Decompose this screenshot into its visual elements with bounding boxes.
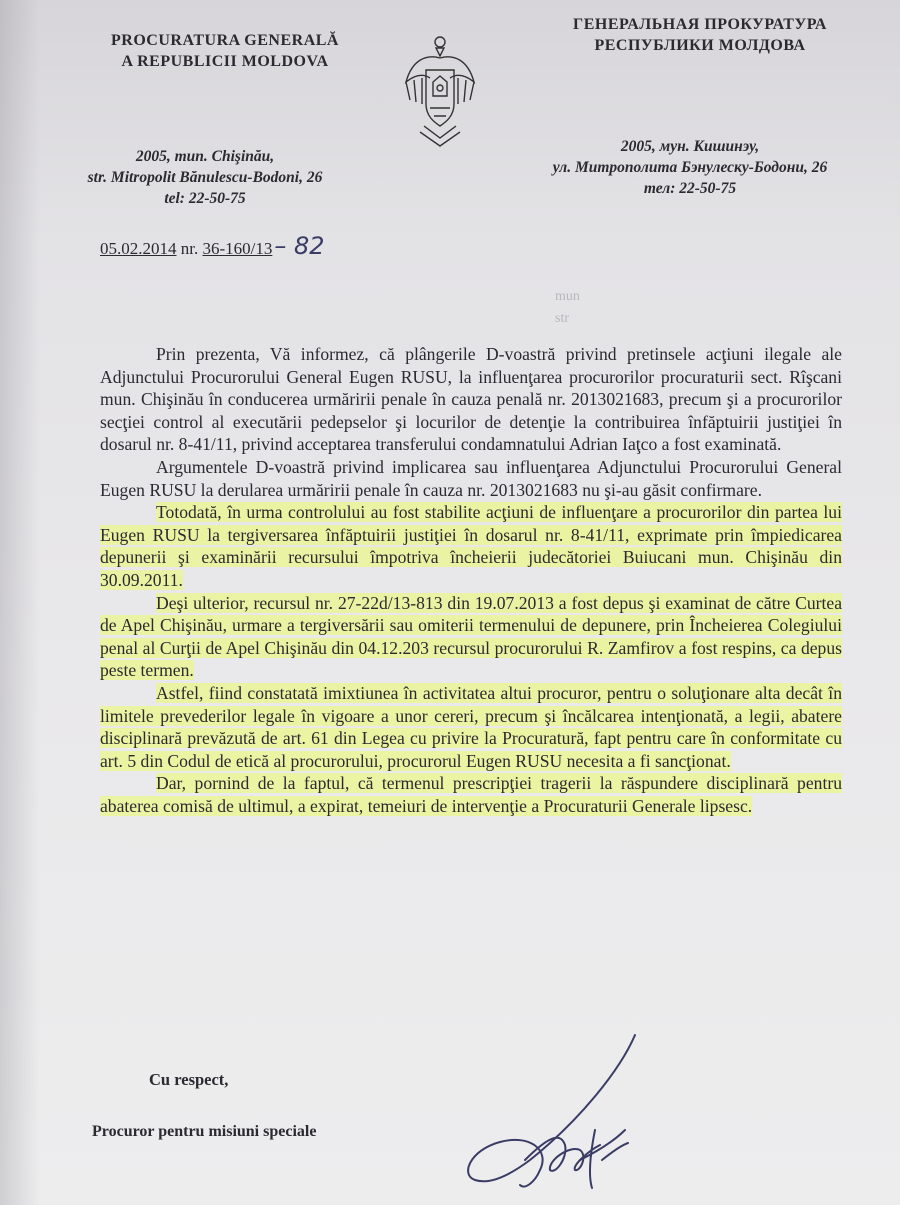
paragraph-5 [100, 682, 842, 772]
header-russian [520, 14, 880, 56]
letter-body [100, 343, 842, 817]
paragraph-2: Argumentele D-voastră privind implicarea sau influenţarea Adjunctului Procurorului General Eugen RUSU la derularea urmăririi penale în cauza nr. 2013021683 nu şi-au găsit confirmare. [100, 456, 842, 500]
address-romanian [40, 146, 370, 209]
reference-line [100, 232, 325, 260]
address-ru-street: ул. Митрополита Бэнулеску-Бодони, 26 [552, 159, 828, 176]
highlighted-text: Totodată, în urma controlului au fost stabilite acţiuni de influenţare a procurorilor din partea lui Eugen RUSU la tergiversarea înfăptuirii justiţiei în dosarul nr. 8-41/11, exprimate prin împiedicarea depunerii şi examinării recursului împotriva încheierii judecătoriei Buiucani mun. Chişinău din 30.09.2011. [100, 502, 842, 590]
page-shadow [0, 0, 40, 1205]
recipient-address [555, 286, 580, 330]
header-romanian [70, 30, 380, 72]
reference-date: 05.02.2014 [100, 239, 177, 258]
highlighted-text: Deşi ulterior, recursul nr. 27-22d/13-813 din 19.07.2013 a fost depus şi examinat de către Curtea de Apel Chişinău, urmare a tergiversării sau omiterii termenului de depunere, prin Încheierea Colegiului penal al Curţii de Apel Chişinău din 04.12.203 recursul procurorului R. Zamfirov a fost respins, ca depus peste termen. [100, 592, 842, 681]
paragraph-1: Prin prezenta, Vă informez, că plângerile D-voastră privind pretinsele acţiuni ilegale ale Adjunctului Procurorului General Eugen RUSU, la influenţarea procurorilor procuraturii sect. Rîşcani mun. Chişinău în conducerea urmăririi penale în cauza penală nr. 2013021683, precum şi a procurorilor secţiei control al executării pedepselor şi locurilor de detenţie la contribuirea înfăptuirii justiţiei în dosarul nr. 8-41/11, privind acceptarea transferului condamnatului Adrian Iaţco a fost examinată. [100, 344, 842, 455]
highlighted-text: Astfel, fiind constatată imixtiunea în activitatea altui procuror, pentru o soluţionare alta decât în limitele prevederilor legale în vigoare a unor cereri, precum şi încălcarea intenţionată, a legii, abatere disciplinară prevăzută de art. 61 din Legea cu privire la Procuratură, fapt pentru care în conformitate cu art. 5 din Codul de etică al procurorului, procurorul Eugen RUSU necesita a fi sancţionat. [100, 682, 842, 771]
address-ru-phone: тел: 22-50-75 [643, 180, 737, 197]
address-ro-city: 2005, mun. Chişinău, [135, 148, 275, 165]
address-ro-phone: tel: 22-50-75 [164, 190, 246, 207]
recipient-line2: str [555, 311, 569, 326]
recipient-line1: mun [555, 289, 580, 304]
handwritten-signature [430, 1010, 730, 1205]
address-ro-street: str. Mitropolit Bănulescu-Bodoni, 26 [87, 169, 323, 186]
header-ru-line2: РЕСПУБЛИКИ МОЛДОВА [594, 37, 806, 54]
address-ru-city: 2005, мун. Кишинэу, [620, 138, 760, 155]
handwritten-registration-number: – 82 [274, 232, 325, 260]
reference-nr-label: nr. [180, 239, 199, 258]
paragraph-6 [100, 772, 842, 817]
reference-number: 36-160/13 [202, 239, 273, 258]
header-ru-line1: ГЕНЕРАЛЬНАЯ ПРОКУРАТУРА [573, 16, 827, 33]
coat-of-arms-icon [400, 30, 480, 150]
highlighted-text: Dar, pornind de la faptul, că termenul prescripţiei tragerii la răspundere disciplinară pentru abaterea comisă de ultimul, a expirat, temeiuri de intervenţie a Procuraturii Generale lipsesc. [100, 773, 842, 816]
paragraph-3 [100, 501, 842, 591]
closing-salutation: Cu respect, [149, 1070, 229, 1089]
address-russian [500, 136, 880, 199]
header-ro-line2: A REPUBLICII MOLDOVA [121, 53, 329, 70]
signatory-title: Procuror pentru misiuni speciale [92, 1123, 317, 1140]
paragraph-4 [100, 592, 842, 682]
header-ro-line1: PROCURATURA GENERALĂ [111, 32, 339, 49]
